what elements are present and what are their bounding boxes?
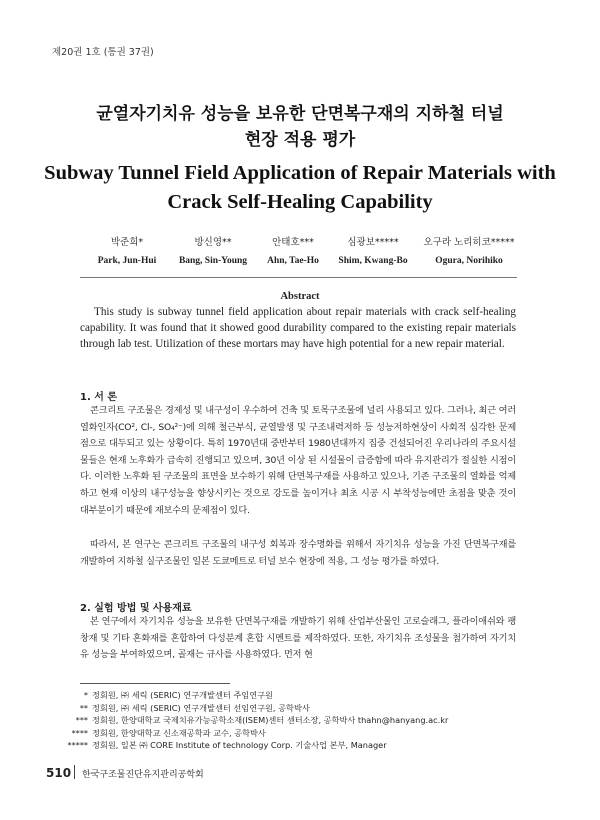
author-name-english: Park, Jun-Hui [97,256,157,266]
author-name-english: Ahn, Tae-Ho [267,256,319,266]
title-english-line-2: Crack Self-Healing Capability [167,191,433,213]
footnote-2: ** 정회원, ㈜ 세릭 (SERIC) 연구개발센터 선임연구원, 공학박사 [79,702,310,713]
footnotes [40,689,448,752]
section-1-heading: 1. 서 론 [80,392,118,403]
section-2-paragraph-1: 본 연구에서 자기치유 성능을 보유한 단면복구재를 개발하기 위해 산업부산물인 고로슬래그, 플라이애쉬와 팽창재 및 기타 혼화재를 혼합하여 다성분계 혼합 시멘트를 제작하였다. 또한, 자기치유 조성물을 첨가하여 자기치유 성능을 부여하였으며, 골재는 규사를 사용하였다. 먼저 현 [80,616,516,661]
author-name-korean: 안태호*** [272,237,314,248]
footnote-divider [80,683,230,684]
section-1-paragraph-2: 따라서, 본 연구는 콘크리트 구조물의 내구성 회복과 장수명화를 위해서 자기치유 성능을 가진 단면복구재를 개발하여 지하철 실구조물인 일본 도쿄메트로 터널 보수 현장에 적용, 그 성능 평가를 하였다. [80,539,516,567]
footnote-1: * 정회원, ㈜ 세릭 (SERIC) 연구개발센터 주임연구원 [83,690,273,700]
footnote-4: **** 정회원, 한양대학교 신소재공학과 교수, 공학박사 [71,727,266,738]
page-number: 510 [46,766,72,780]
abstract-body: This study is subway tunnel field application about repair materials with crack self-healing capability. It was found that it showed good durability compared to the existing repair materials through lab test. Utilization of these mortars may have high potential for a new repair material. [80,306,516,350]
footnote-3: *** 정회원, 한양대학교 국제치유가능공학소재(ISEM)센터 센터소장, 공학박사 thahn@hanyang.ac.kr [75,715,449,725]
section-1-paragraph-1: 콘크리트 구조물은 경제성 및 내구성이 우수하여 건축 및 토목구조물에 널리 사용되고 있다. 그러나, 최근 여러 열화인자(CO², Cl-, SO₄²⁻)에 의해 철근부식, 균열발생 및 구조내력저하 등 성능저하현상이 사회적 심각한 문제점으로 대두되고 있는 상황이다. 특히 1970년대 중반부터 1980년대까지 집중 건설되어진 우리나라의 주요시설물들은 현재 노후화가 급속히 진행되고 있으며, 30년 이상 된 시설물이 급증함에 따라 유지관리가 절실한 시점이다. 이러한 노후화 된 구조물의 표면을 보수하기 위해 단면복구재를 사용하고 있으나, 기존 구조물의 열화를 억제하고 현재 이상의 내구성능을 향상시키는 것으로 강도를 높이거나 최초 시공 시 부착성능에만 초점을 맞춘 것이 대부분이기 때문에 재보수의 문제점이 있다. [80,405,516,516]
title-divider [80,277,517,278]
author-name-korean: 심광보***** [347,237,399,248]
footnote-5: ***** 정회원, 일본 ㈜ CORE Institute of technology Corp. 기술사업 본부, Manager [67,740,387,750]
footer-divider [74,765,75,779]
journal-name-footer: 한국구조물진단유지관리공학회 [82,770,204,780]
author-name-korean: 오구라 노리히코***** [423,237,515,248]
abstract-heading: Abstract [280,291,320,302]
author-name-korean: 박준희* [110,237,144,248]
author-name-english: Shim, Kwang-Bo [338,256,408,266]
author-name-english: Bang, Sin-Young [178,256,248,266]
author-name-english: Ogura, Norihiko [435,256,503,266]
section-2-heading: 2. 실험 방법 및 사용재료 [80,603,192,614]
title-korean-line-1: 균열자기치유 성능을 보유한 단면복구재의 지하철 터널 [96,104,504,124]
author-5 [406,234,532,266]
journal-issue-header: 제20권 1호 (통권 37권) [52,47,154,58]
title-english-line-1: Subway Tunnel Field Application of Repair Materials with [44,162,556,184]
title-korean-line-2: 현장 적용 평가 [244,130,356,150]
author-name-korean: 방신영** [194,237,232,248]
